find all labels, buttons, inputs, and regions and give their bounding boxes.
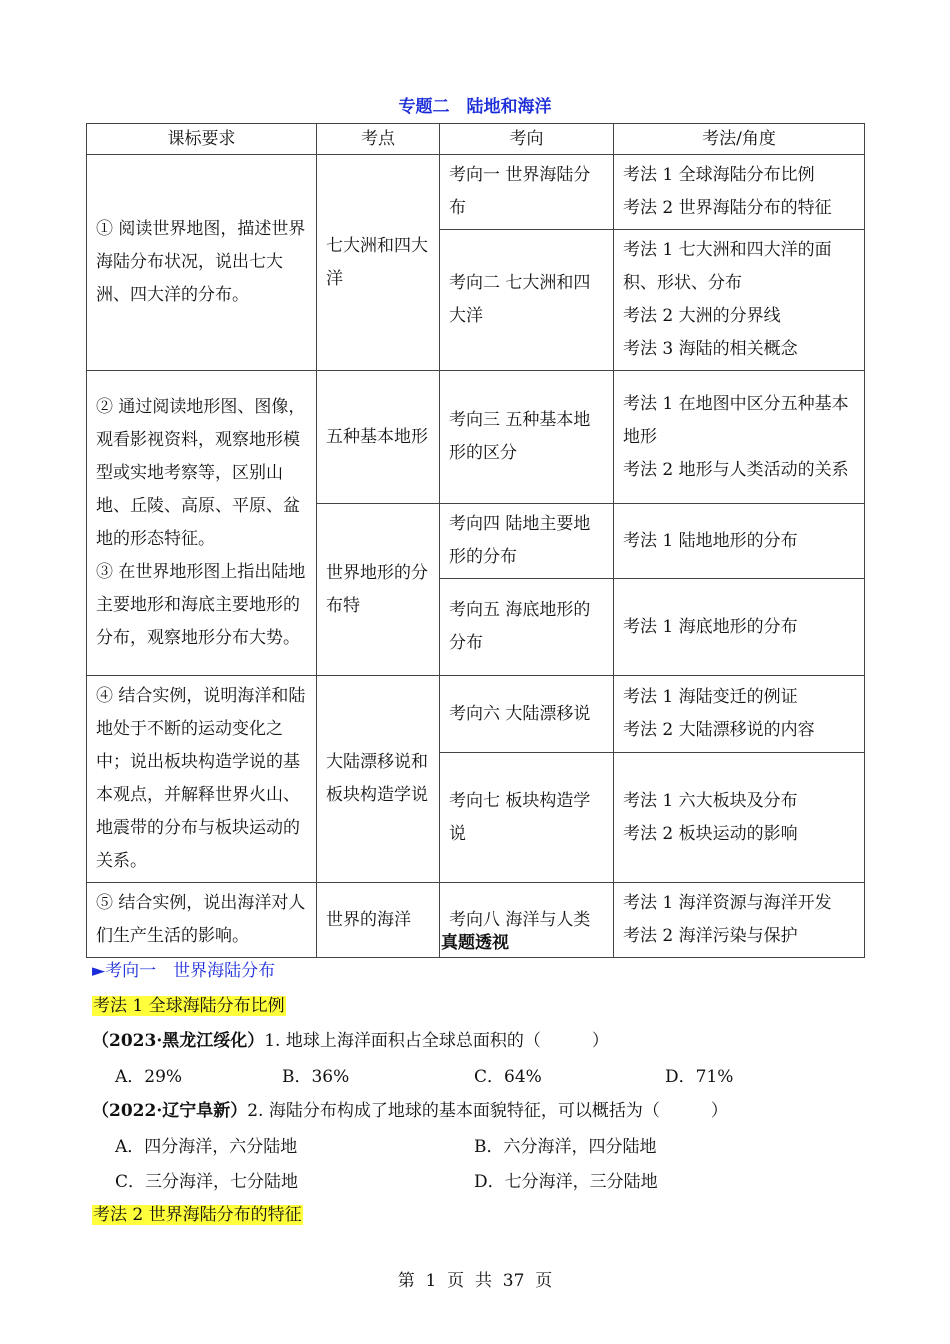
- direction-cell: 考向五 海底地形的分布: [440, 579, 614, 676]
- question-source: （2022·辽宁阜新）: [92, 1101, 248, 1121]
- option-b: B．六分海洋，四分陆地: [474, 1137, 657, 1157]
- point-cell: 大陆漂移说和板块构造学说: [317, 676, 440, 883]
- direction-cell: 考向六 大陆漂移说: [440, 676, 614, 753]
- table-row: [87, 676, 865, 753]
- method-cell: 考法 1 七大洲和四大洋的面积、形状、分布 考法 2 大洲的分界线 考法 3 海陆的相关概念: [614, 230, 865, 371]
- method-cell: 考法 1 海陆变迁的例证 考法 2 大陆漂移说的内容: [614, 676, 865, 753]
- requirement-cell: ④ 结合实例，说明海洋和陆地处于不断的运动变化之中；说出板块构造学说的基本观点，并解释世界火山、地震带的分布与板块运动的关系。: [87, 676, 317, 883]
- method-cell: 考法 1 海洋资源与海洋开发 考法 2 海洋污染与保护: [614, 883, 865, 958]
- option-c: C．三分海洋，七分陆地: [115, 1172, 299, 1192]
- point-cell: 世界地形的分布特: [317, 504, 440, 676]
- method-cell: 考法 1 在地图中区分五种基本地形 考法 2 地形与人类活动的关系: [614, 371, 865, 504]
- direction-cell: 考向一 世界海陆分布: [440, 155, 614, 230]
- option-a: A．四分海洋，六分陆地: [115, 1137, 298, 1157]
- option-d: D．71%: [665, 1067, 734, 1087]
- method-cell: 考法 1 全球海陆分布比例 考法 2 世界海陆分布的特征: [614, 155, 865, 230]
- question-text: 2. 海陆分布构成了地球的基本面貌特征，可以概括为（ ）: [247, 1101, 728, 1121]
- requirement-cell: ⑤ 结合实例，说出海洋对人们生产生活的影响。: [87, 883, 317, 958]
- header-method: 考法/角度: [614, 124, 865, 155]
- direction-heading: ►考向一 世界海陆分布: [92, 961, 276, 981]
- direction-cell: 考向三 五种基本地形的区分: [440, 371, 614, 504]
- page-title: 专题二 陆地和海洋: [398, 97, 552, 117]
- header-requirement: 课标要求: [87, 124, 317, 155]
- requirement-cell: ① 阅读世界地图，描述世界海陆分布状况，说出七大洲、四大洋的分布。: [87, 155, 317, 371]
- table-row: [87, 155, 865, 230]
- option-d: D．七分海洋，三分陆地: [474, 1172, 658, 1192]
- method-1-label: 考法 1 全球海陆分布比例: [93, 996, 285, 1016]
- point-cell: 七大洲和四大洋: [317, 155, 440, 371]
- curriculum-table: [86, 123, 865, 958]
- question-1: [92, 1027, 609, 1055]
- direction-cell: 考向二 七大洲和四大洋: [440, 230, 614, 371]
- option-b: B．36%: [282, 1067, 350, 1087]
- method-heading: [92, 1201, 303, 1229]
- header-direction: 考向: [440, 124, 614, 155]
- option-a: A．29%: [115, 1067, 183, 1087]
- method-cell: 考法 1 陆地地形的分布: [614, 504, 865, 579]
- header-point: 考点: [317, 124, 440, 155]
- table-header-row: [87, 124, 865, 155]
- section-title: 真题透视: [441, 933, 509, 953]
- option-c: C．64%: [474, 1067, 542, 1087]
- point-cell: 五种基本地形: [317, 371, 440, 504]
- table-row: [87, 371, 865, 504]
- question-2: [92, 1097, 728, 1125]
- method-cell: 考法 1 六大板块及分布 考法 2 板块运动的影响: [614, 753, 865, 883]
- method-cell: 考法 1 海底地形的分布: [614, 579, 865, 676]
- method-heading: [92, 992, 286, 1020]
- question-text: 1. 地球上海洋面积占全球总面积的（ ）: [264, 1031, 609, 1051]
- direction-cell: 考向四 陆地主要地形的分布: [440, 504, 614, 579]
- page-footer: 第 1 页 共 37 页: [397, 1271, 553, 1291]
- direction-cell: 考向八 海洋与人类: [440, 883, 614, 958]
- requirement-cell: ② 通过阅读地形图、图像，观看影视资料，观察地形模型或实地考察等，区别山地、丘陵、高原、平原、盆地的形态特征。 ③ 在世界地形图上指出陆地主要地形和海底主要地形的分布，观察地形分布大势。: [87, 371, 317, 676]
- direction-cell: 考向七 板块构造学说: [440, 753, 614, 883]
- question-source: （2023·黑龙江绥化）: [92, 1031, 265, 1051]
- point-cell: 世界的海洋: [317, 883, 440, 958]
- method-2-label: 考法 2 世界海陆分布的特征: [93, 1205, 302, 1225]
